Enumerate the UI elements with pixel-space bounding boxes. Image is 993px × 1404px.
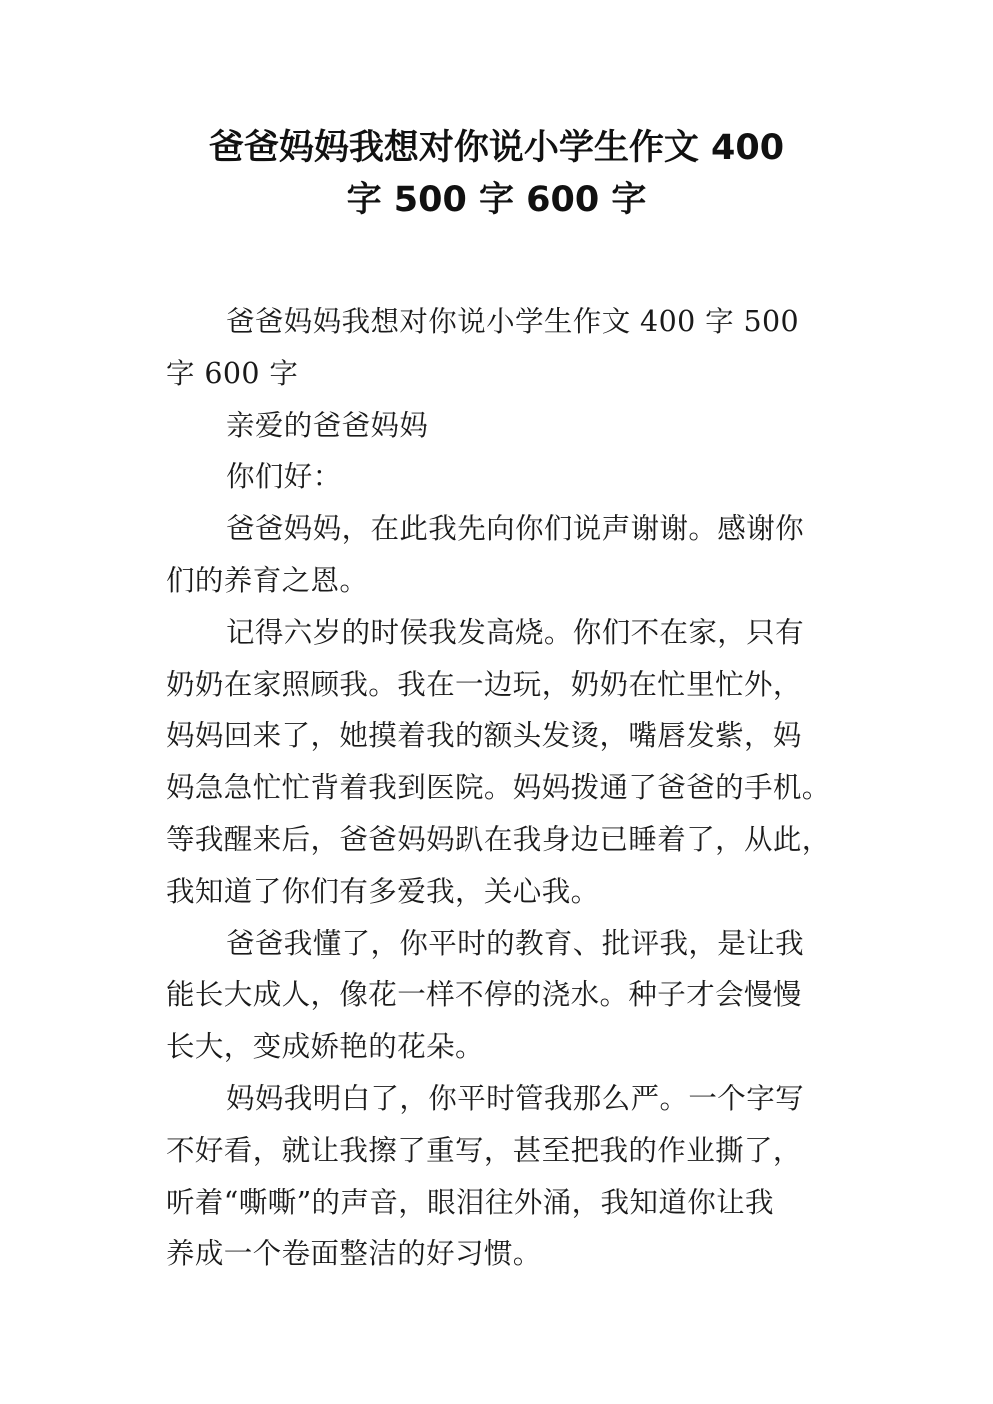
text-line: 爸爸妈妈我想对你说小学生作文 400 字 500 (226, 305, 800, 338)
text-line: 爸爸妈妈，在此我先向你们说声谢谢。感谢你 (226, 512, 805, 546)
title-line: 字 500 字 600 字 (346, 180, 647, 220)
text-line: 亲爱的爸爸妈妈 (226, 408, 429, 442)
text-line: 我知道了你们有多爱我，关心我。 (166, 874, 600, 908)
text-line: 妈妈回来了，她摸着我的额头发烫，嘴唇发紫，妈 (166, 719, 802, 753)
text-line: 你们好： (226, 460, 342, 494)
paragraph (166, 1073, 846, 1280)
text-line: 妈妈我明白了，你平时管我那么严。一个字写 (226, 1081, 805, 1115)
text-line: 等我醒来后，爸爸妈妈趴在我身边已睡着了，从此， (166, 822, 831, 856)
document-body (166, 296, 846, 1280)
text-line: 字 600 字 (166, 356, 299, 390)
paragraph (166, 918, 846, 1073)
text-line: 们的养育之恩。 (166, 563, 369, 597)
paragraph (166, 400, 846, 452)
paragraph (166, 296, 846, 400)
paragraph (166, 607, 846, 918)
text-line: 长大，变成娇艳的花朵。 (166, 1030, 484, 1064)
title-line: 爸爸妈妈我想对你说小学生作文 400 (208, 128, 785, 168)
text-line: 奶奶在家照顾我。我在一边玩，奶奶在忙里忙外， (166, 667, 802, 701)
text-line: 能长大成人，像花一样不停的浇水。种子才会慢慢 (166, 978, 802, 1012)
text-line: 养成一个卷面整洁的好习惯。 (166, 1237, 542, 1271)
document-title (150, 122, 843, 226)
text-line: 听着“嘶嘶”的声音，眼泪往外涌，我知道你让我 (166, 1185, 774, 1219)
paragraph (166, 503, 846, 607)
text-line: 妈急急忙忙背着我到医院。妈妈拨通了爸爸的手机。 (166, 771, 831, 805)
text-line: 爸爸我懂了，你平时的教育、批评我，是让我 (226, 926, 805, 960)
text-line: 不好看，就让我擦了重写，甚至把我的作业撕了， (166, 1133, 802, 1167)
text-line: 记得六岁的时侯我发高烧。你们不在家，只有 (226, 615, 805, 649)
paragraph (166, 451, 846, 503)
